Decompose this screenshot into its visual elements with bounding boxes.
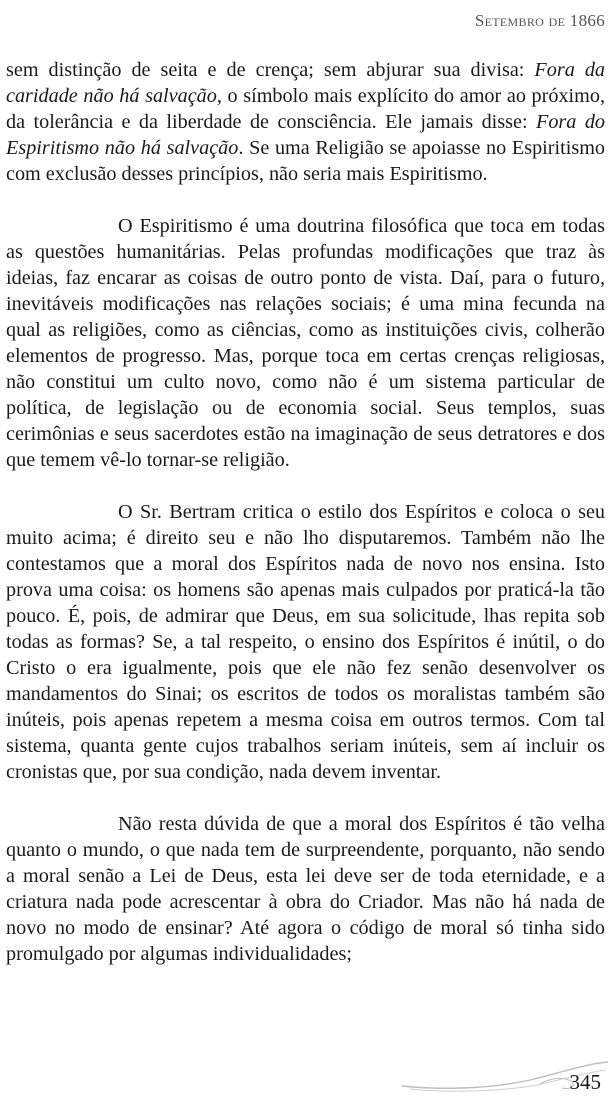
paragraph-2: O Espiritismo é uma doutrina filosófica que toca em todas as questões humanitárias. Pelas profundas modificações que traz às ideias, faz encarar as coisas de outro ponto de vista. Daí, para o futuro, inevitáveis modificações nas relações sociais; é uma mina fecunda na qual as religiões, como as ciências, como as instituições civis, colherão elementos de progresso. Mas, porque toca em certas crenças religiosas, não constitui um culto novo, como não é um sistema particular de política, de legislação ou de economia social. Seus templos, suas cerimônias e seus sacerdotes estão na imaginação de seus detratores e dos que temem vê-lo tornar-se religião. <box>6 215 605 471</box>
paragraph-4: Não resta dúvida de que a moral dos Espíritos é tão velha quanto o mundo, o que nada tem de surpreendente, porquanto, não sendo a moral senão a Lei de Deus, esta lei deve ser de toda eternidade, e a criatura nada pode acrescentar à obra do Criador. Mas não há nada de novo no modo de ensinar? Até agora o código de moral só tinha sido promulgado por algumas individualidades; <box>6 813 605 965</box>
running-header <box>475 11 605 31</box>
quote-espiritismo: Fora do Espiritismo não há salvação <box>6 111 606 159</box>
paragraph-1-part-c: , o símbolo mais explícito do amor ao próximo, da tolerância e da liberdade de consciência. Ele jamais disse: <box>6 85 606 133</box>
paragraph-1-part-a: sem distinção de seita e de crença; sem abjurar sua divisa: <box>6 59 535 81</box>
paragraph-3: O Sr. Bertram critica o estilo dos Espíritos e coloca o seu muito acima; é direito seu e não lho disputaremos. Também não lhe contestamos que a moral dos Espíritos nada de novo nos ensina. Isto prova uma coisa: os homens são apenas mais culpados por praticá-la tão pouco. É, pois, de admirar que Deus, em sua solicitude, lhas repita sob todas as formas? Se, a tal respeito, o ensino dos Espíritos é inútil, o do Cristo o era igualmente, pois que ele não fez senão desenvolver os mandamentos do Sinai; os escritos de todos os moralistas também são inúteis, pois apenas repetem a mesma coisa em outros termos. Com tal sistema, quanta gente cujos trabalhos seriam inúteis, sem aí incluir os cronistas que, por sua condição, nada devem inventar. <box>6 501 605 783</box>
quote-caridade: Fora da caridade não há salvação <box>6 59 606 107</box>
page-number: 345 <box>569 1070 601 1094</box>
body-text <box>6 57 605 967</box>
paragraph-1 <box>6 57 605 187</box>
paragraph-1-part-e: . Se uma Religião se apoiasse no Espiritismo com exclusão desses princípios, não seria mais Espiritismo. <box>6 137 605 185</box>
header-title: Setembro de 1866 <box>474 11 605 30</box>
